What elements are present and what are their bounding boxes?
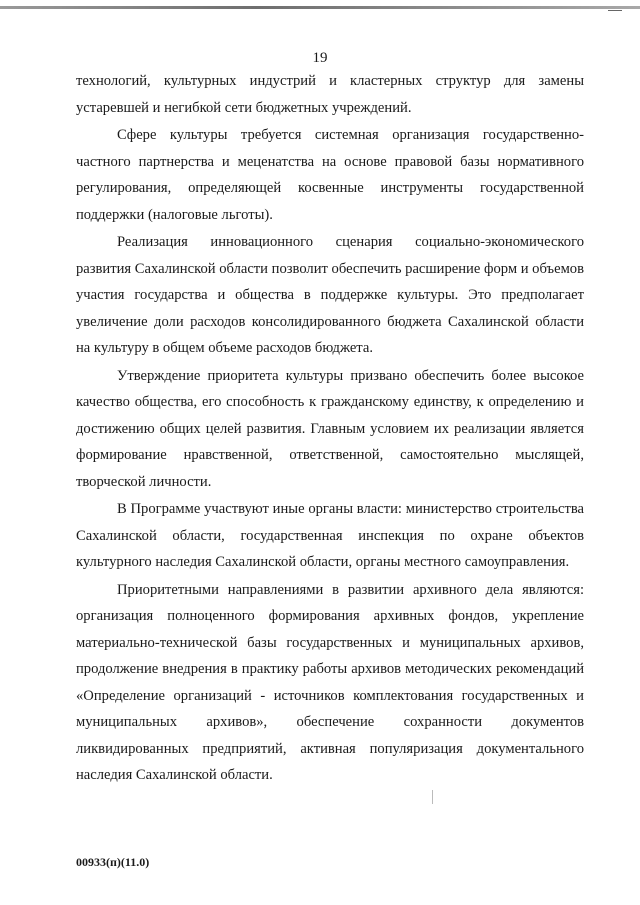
document-code: 00933(п)(11.0): [76, 855, 150, 869]
scan-speck: [432, 790, 433, 804]
scan-mark: [608, 10, 622, 11]
paragraph: В Программе участвуют иные органы власти: министерство строительства Сахалинской области, государственная инспекция по охране объектов культурного наследия Сахалинской области, органы местного самоуправления.: [76, 501, 584, 570]
paragraph: Сфере культуры требуется системная организация государственно-частного партнерства и меценатства на основе правовой базы нормативного регулирования, определяющей косвенные инструменты государственной поддержки (налоговые льготы).: [76, 127, 584, 223]
paragraph: Приоритетными направлениями в развитии архивного дела являются: организация полноценного формирования архивных фондов, укрепление материально-технической базы государственных и муниципальных архивов, продолжение внедрения в практику работы архивов методических рекомендаций «Определение организаций - источников комплектования государственных и муниципальных архивов», обеспечение сохранности документов ликвидированных предприятий, активная популяризация документального наследия Сахалинской области.: [76, 581, 584, 783]
paragraph-continuation: технологий, культурных индустрий и кластерных структур для замены устаревшей и негибкой сети бюджетных учреждений.: [76, 73, 584, 116]
paragraph: Реализация инновационного сценария социально-экономического развития Сахалинской области позволит обеспечить расширение форм и объемов участия государства и общества в поддержке культуры. Это предполагает увеличение доли расходов консолидированного бюджета Сахалинской области на культуру в общем объеме расходов бюджета.: [76, 234, 584, 356]
scan-top-edge: [0, 6, 640, 9]
document-body: [76, 68, 584, 789]
page-number: 19: [312, 50, 328, 66]
paragraph: Утверждение приоритета культуры призвано обеспечить более высокое качество общества, его способность к гражданскому единству, к определению и достижению общих целей развития. Главным условием их реализации является формирование нравственной, ответственной, самостоятельно мыслящей, творческой личности.: [76, 367, 584, 490]
